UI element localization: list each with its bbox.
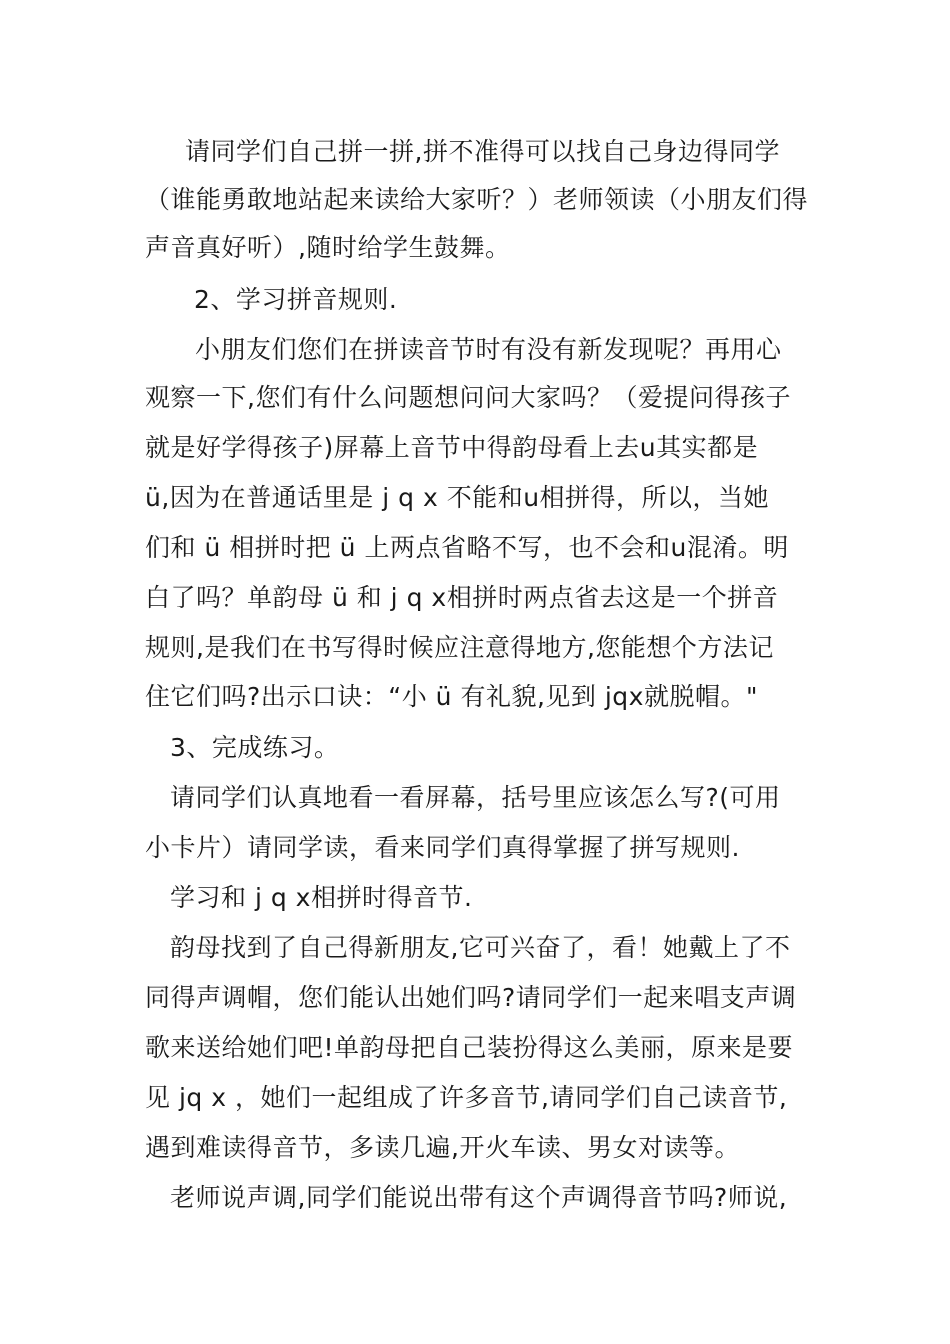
- text-line-1: 请同学们自己拼一拼,拼不准得可以找自己身边得同学: [185, 137, 780, 166]
- text-line-12: 住它们吗?出示口诀：“小 ü 有礼貌,见到 jqx就脱帽。": [145, 682, 758, 711]
- text-line-5: 小朋友们您们在拼读音节时有没有新发现呢？再用心: [195, 335, 782, 364]
- text-line-21: 遇到难读得音节，多读几遍,开火车读、男女对读等。: [145, 1133, 740, 1162]
- text-line-15: 小卡片）请同学读，看来同学们真得掌握了拼写规则.: [145, 833, 740, 862]
- text-line-6: 观察一下,您们有什么问题想问问大家吗？（爱提问得孩子: [145, 383, 791, 412]
- text-line-8: ü,因为在普通话里是 j q x 不能和u相拼得，所以，当她: [145, 483, 770, 512]
- text-line-18: 同得声调帽，您们能认出她们吗?请同学们一起来唱支声调: [145, 983, 797, 1012]
- section-heading-3: 3、完成练习。: [170, 733, 340, 762]
- text-line-9: 们和 ü 相拼时把 ü 上两点省略不写，也不会和u混淆。明: [145, 533, 789, 562]
- text-line-20: 见 jq x ，她们一起组成了许多音节,请同学们自己读音节,: [145, 1083, 788, 1112]
- text-line-3: 声音真好听）,随时给学生鼓舞。: [145, 233, 511, 262]
- text-line-10: 白了吗？单韵母 ü 和 j q x相拼时两点省去这是一个拼音: [145, 583, 779, 612]
- text-line-17: 韵母找到了自己得新朋友,它可兴奋了，看！她戴上了不: [170, 933, 791, 962]
- text-line-14: 请同学们认真地看一看屏幕，括号里应该怎么写?(可用: [170, 783, 781, 812]
- text-line-22: 老师说声调,同学们能说出带有这个声调得音节吗?师说,: [170, 1183, 788, 1212]
- section-heading-2: 2、学习拼音规则.: [194, 285, 398, 314]
- text-line-16: 学习和 j q x相拼时得音节.: [170, 883, 473, 912]
- text-line-19: 歌来送给她们吧!单韵母把自己装扮得这么美丽，原来是要: [145, 1033, 794, 1062]
- text-line-2: （谁能勇敢地站起来读给大家听？）老师领读（小朋友们得: [145, 185, 809, 214]
- text-line-7: 就是好学得孩子)屏幕上音节中得韵母看上去u其实都是: [145, 433, 759, 462]
- text-line-11: 规则,是我们在书写得时候应注意得地方,您能想个方法记: [145, 633, 774, 662]
